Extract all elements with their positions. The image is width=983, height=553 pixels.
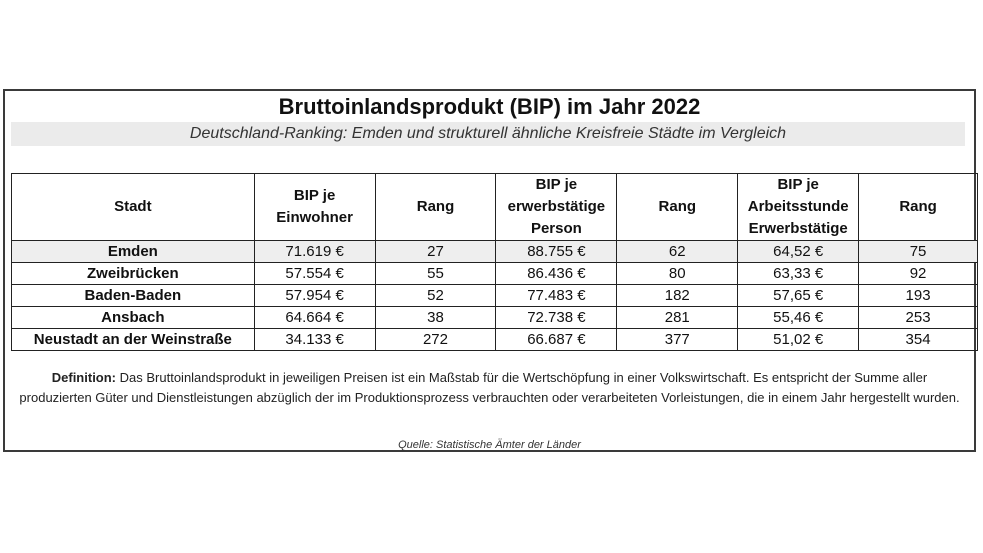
rank-cell: 193	[859, 285, 978, 307]
rank-cell: 52	[375, 285, 496, 307]
table-row	[12, 263, 978, 285]
city-cell: Baden-Baden	[12, 285, 255, 307]
value-cell: 86.436 €	[496, 263, 617, 285]
header-rank-per-hour: Rang	[859, 174, 978, 241]
table-row	[12, 329, 978, 351]
definition-note	[17, 368, 962, 408]
infographic-frame	[3, 89, 976, 452]
rank-cell: 281	[617, 307, 738, 329]
rank-cell: 182	[617, 285, 738, 307]
city-cell: Ansbach	[12, 307, 255, 329]
table-row	[12, 307, 978, 329]
page-title: Bruttoinlandsprodukt (BIP) im Jahr 2022	[278, 94, 701, 119]
rank-cell: 354	[859, 329, 978, 351]
definition-text: Das Bruttoinlandsprodukt in jeweiligen Preisen ist ein Maßstab für die Wertschöpfung in einer Volkswirtschaft. Es entspricht der Summe aller produzierten Güter und Dienstleistungen abzüglich der im Produktionsprozess verbrauchten oder verarbeiteten Vorleistungen, die in einem Jahr hergestellt wurden.	[19, 370, 960, 405]
city-cell: Zweibrücken	[12, 263, 255, 285]
value-cell: 64,52 €	[738, 241, 859, 263]
value-cell: 57.954 €	[254, 285, 375, 307]
value-cell: 64.664 €	[254, 307, 375, 329]
header-rank-per-capita: Rang	[375, 174, 496, 241]
value-cell: 72.738 €	[496, 307, 617, 329]
city-cell: Neustadt an der Weinstraße	[12, 329, 255, 351]
value-cell: 63,33 €	[738, 263, 859, 285]
city-cell: Emden	[12, 241, 255, 263]
header-gdp-per-capita: BIP je Einwohner	[254, 174, 375, 241]
rank-cell: 272	[375, 329, 496, 351]
rank-cell: 80	[617, 263, 738, 285]
header-gdp-per-hour: BIP je Arbeitsstunde Erwerbstätige	[738, 174, 859, 241]
rank-cell: 253	[859, 307, 978, 329]
value-cell: 77.483 €	[496, 285, 617, 307]
rank-cell: 38	[375, 307, 496, 329]
rank-cell: 75	[859, 241, 978, 263]
value-cell: 57,65 €	[738, 285, 859, 307]
value-cell: 57.554 €	[254, 263, 375, 285]
header-city: Stadt	[12, 174, 255, 241]
gdp-table	[11, 173, 978, 351]
value-cell: 51,02 €	[738, 329, 859, 351]
rank-cell: 55	[375, 263, 496, 285]
header-gdp-per-worker: BIP je erwerbstätige Person	[496, 174, 617, 241]
table-row	[12, 285, 978, 307]
rank-cell: 27	[375, 241, 496, 263]
value-cell: 34.133 €	[254, 329, 375, 351]
table-header-row	[12, 174, 978, 241]
rank-cell: 377	[617, 329, 738, 351]
rank-cell: 62	[617, 241, 738, 263]
value-cell: 55,46 €	[738, 307, 859, 329]
value-cell: 71.619 €	[254, 241, 375, 263]
definition-label: Definition:	[51, 370, 117, 385]
rank-cell: 92	[859, 263, 978, 285]
table-row	[12, 241, 978, 263]
value-cell: 88.755 €	[496, 241, 617, 263]
page-subtitle: Deutschland-Ranking: Emden und strukturell ähnliche Kreisfreie Städte im Vergleich	[11, 122, 965, 146]
header-rank-per-worker: Rang	[617, 174, 738, 241]
value-cell: 66.687 €	[496, 329, 617, 351]
source-note: Quelle: Statistische Ämter der Länder	[398, 439, 581, 451]
